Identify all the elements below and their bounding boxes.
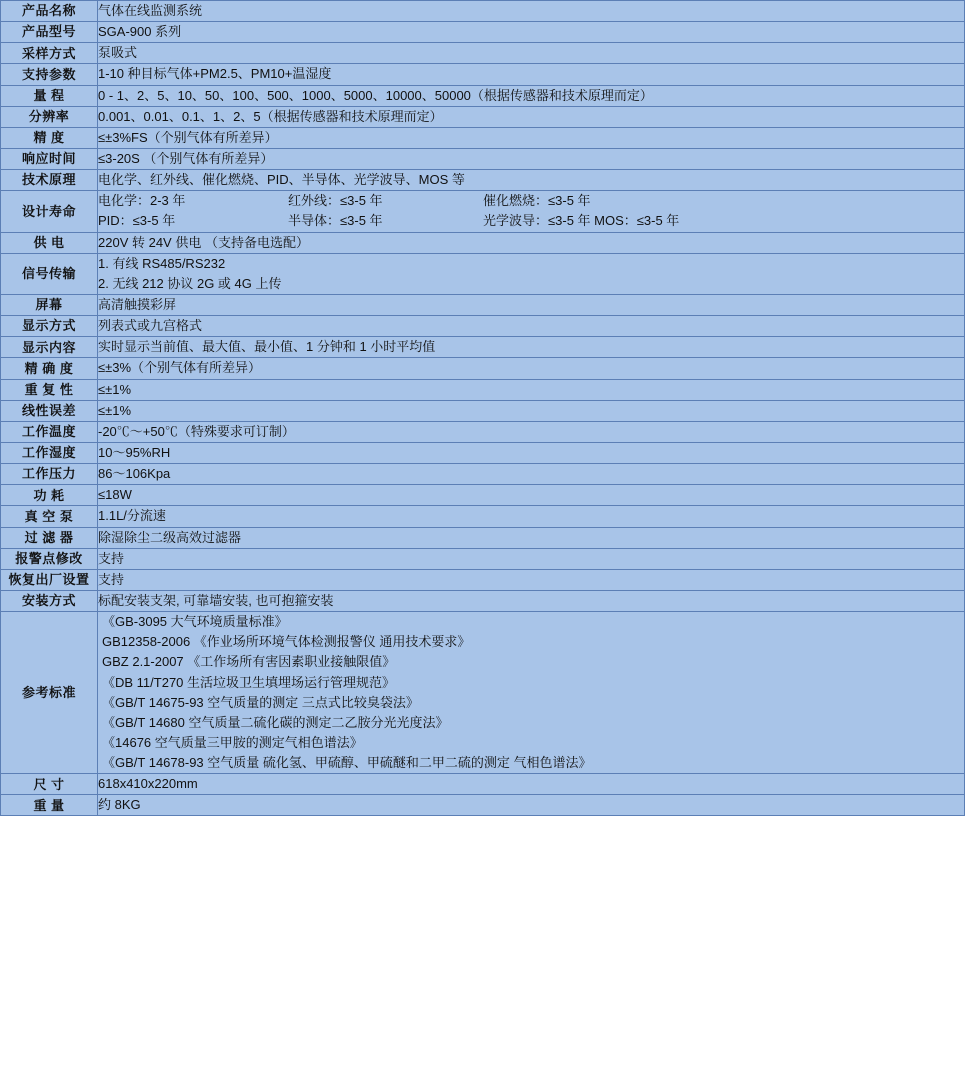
row-value: ≤3-20S （个别气体有所差异） bbox=[98, 148, 965, 169]
table-row bbox=[1, 795, 965, 816]
row-value: 86～106Kpa bbox=[98, 464, 965, 485]
table-row bbox=[1, 22, 965, 43]
row-label: 显示方式 bbox=[1, 316, 98, 337]
row-label: 技术原理 bbox=[1, 170, 98, 191]
row-value bbox=[98, 612, 965, 774]
value-line: 1. 有线 RS485/RS232 bbox=[98, 255, 226, 271]
table-row bbox=[1, 43, 965, 64]
row-value: 0 - 1、2、5、10、50、100、500、1000、5000、10000、50000（根据传感器和技术原理而定） bbox=[98, 85, 965, 106]
row-value bbox=[98, 253, 965, 294]
row-value: ≤±3%FS（个别气体有所差异） bbox=[98, 127, 965, 148]
lifespan-cell: 半导体：≤3-5 年 bbox=[288, 213, 383, 229]
row-label: 信号传输 bbox=[1, 253, 98, 294]
lifespan-cell: 催化燃烧：≤3-5 年 bbox=[483, 193, 591, 209]
row-value: 支持 bbox=[98, 569, 965, 590]
table-row bbox=[1, 64, 965, 85]
table-row bbox=[1, 464, 965, 485]
table-row bbox=[1, 379, 965, 400]
row-label: 产品型号 bbox=[1, 22, 98, 43]
row-value: 618x410x220mm bbox=[98, 774, 965, 795]
table-row bbox=[1, 774, 965, 795]
table-row bbox=[1, 106, 965, 127]
table-row bbox=[1, 294, 965, 315]
row-value: 1-10 种目标气体+PM2.5、PM10+温湿度 bbox=[98, 64, 965, 85]
row-label: 精 度 bbox=[1, 127, 98, 148]
row-value: ≤18W bbox=[98, 485, 965, 506]
lifespan-cell: PID：≤3-5 年 bbox=[98, 213, 176, 229]
row-value: 气体在线监测系统 bbox=[98, 1, 965, 22]
row-label: 屏幕 bbox=[1, 294, 98, 315]
table-row bbox=[1, 612, 965, 774]
row-label: 恢复出厂设置 bbox=[1, 569, 98, 590]
row-value: 0.001、0.01、0.1、1、2、5（根据传感器和技术原理而定） bbox=[98, 106, 965, 127]
table-row bbox=[1, 85, 965, 106]
value-line: 2. 无线 212 协议 2G 或 4G 上传 bbox=[98, 275, 282, 291]
row-value: 除湿除尘二级高效过滤器 bbox=[98, 527, 965, 548]
row-value: ≤±1% bbox=[98, 379, 965, 400]
row-label: 工作压力 bbox=[1, 464, 98, 485]
row-label: 量 程 bbox=[1, 85, 98, 106]
standard-line: GB12358-2006 《作业场所环境气体检测报警仪 通用技术要求》 bbox=[102, 634, 471, 650]
lifespan-cell: 电化学：2-3 年 bbox=[98, 193, 186, 209]
table-row bbox=[1, 358, 965, 379]
row-value: 标配安装支架, 可靠墙安装, 也可抱箍安装 bbox=[98, 590, 965, 611]
standard-line: GBZ 2.1-2007 《工作场所有害因素职业接触限值》 bbox=[102, 654, 396, 670]
row-value: 220V 转 24V 供电 （支持备电选配） bbox=[98, 232, 965, 253]
row-value: ≤±3%（个别气体有所差异） bbox=[98, 358, 965, 379]
row-label: 工作温度 bbox=[1, 421, 98, 442]
row-label: 工作湿度 bbox=[1, 442, 98, 463]
row-value: SGA-900 系列 bbox=[98, 22, 965, 43]
standard-line: 《DB 11/T270 生活垃圾卫生填埋场运行管理规范》 bbox=[102, 674, 396, 690]
table-row bbox=[1, 590, 965, 611]
value-line bbox=[98, 191, 964, 211]
row-label: 设计寿命 bbox=[1, 191, 98, 232]
standard-line: 《GB/T 14678-93 空气质量 硫化氢、甲硫醇、甲硫醚和二甲二硫的测定 气相色谱法》 bbox=[102, 755, 592, 771]
row-label: 产品名称 bbox=[1, 1, 98, 22]
table-row bbox=[1, 127, 965, 148]
table-row bbox=[1, 232, 965, 253]
row-value: 10～95%RH bbox=[98, 442, 965, 463]
row-value: 支持 bbox=[98, 548, 965, 569]
standard-line: 《GB/T 14675-93 空气质量的测定 三点式比较臭袋法》 bbox=[102, 694, 419, 710]
row-label: 线性误差 bbox=[1, 400, 98, 421]
row-label: 精 确 度 bbox=[1, 358, 98, 379]
table-row bbox=[1, 170, 965, 191]
table-row bbox=[1, 253, 965, 294]
standard-line: 《GB/T 14680 空气质量二硫化碳的测定二乙胺分光光度法》 bbox=[102, 714, 449, 730]
table-row bbox=[1, 485, 965, 506]
row-value: ≤±1% bbox=[98, 400, 965, 421]
row-value: 1.1L/分流速 bbox=[98, 506, 965, 527]
table-body bbox=[1, 1, 965, 816]
row-label: 尺 寸 bbox=[1, 774, 98, 795]
row-value: 泵吸式 bbox=[98, 43, 965, 64]
lifespan-cell: 红外线：≤3-5 年 bbox=[288, 193, 383, 209]
row-label: 参考标准 bbox=[1, 612, 98, 774]
standard-line: 《GB-3095 大气环境质量标准》 bbox=[102, 614, 288, 630]
row-label: 支持参数 bbox=[1, 64, 98, 85]
row-label: 真 空 泵 bbox=[1, 506, 98, 527]
table-row bbox=[1, 442, 965, 463]
table-row bbox=[1, 527, 965, 548]
row-label: 安装方式 bbox=[1, 590, 98, 611]
table-row bbox=[1, 400, 965, 421]
row-label: 重 复 性 bbox=[1, 379, 98, 400]
row-value: 约 8KG bbox=[98, 795, 965, 816]
standard-line: 《14676 空气质量三甲胺的测定气相色谱法》 bbox=[102, 734, 363, 750]
table-row bbox=[1, 569, 965, 590]
lifespan-cell: 光学波导：≤3-5 年 MOS：≤3-5 年 bbox=[483, 213, 680, 229]
table-row bbox=[1, 548, 965, 569]
row-value: 实时显示当前值、最大值、最小值、1 分钟和 1 小时平均值 bbox=[98, 337, 965, 358]
row-value bbox=[98, 191, 965, 232]
row-label: 功 耗 bbox=[1, 485, 98, 506]
row-label: 过 滤 器 bbox=[1, 527, 98, 548]
table-row bbox=[1, 421, 965, 442]
table-row bbox=[1, 337, 965, 358]
row-label: 报警点修改 bbox=[1, 548, 98, 569]
row-value: 电化学、红外线、催化燃烧、PID、半导体、光学波导、MOS 等 bbox=[98, 170, 965, 191]
table-row bbox=[1, 316, 965, 337]
row-value: 高清触摸彩屏 bbox=[98, 294, 965, 315]
table-row bbox=[1, 148, 965, 169]
row-label: 响应时间 bbox=[1, 148, 98, 169]
table-row bbox=[1, 191, 965, 232]
row-value: -20℃～+50℃（特殊要求可订制） bbox=[98, 421, 965, 442]
row-label: 分辨率 bbox=[1, 106, 98, 127]
value-line bbox=[98, 211, 964, 231]
row-label: 显示内容 bbox=[1, 337, 98, 358]
table-row bbox=[1, 506, 965, 527]
row-label: 重 量 bbox=[1, 795, 98, 816]
row-label: 供 电 bbox=[1, 232, 98, 253]
table-row bbox=[1, 1, 965, 22]
row-value: 列表式或九宫格式 bbox=[98, 316, 965, 337]
row-label: 采样方式 bbox=[1, 43, 98, 64]
